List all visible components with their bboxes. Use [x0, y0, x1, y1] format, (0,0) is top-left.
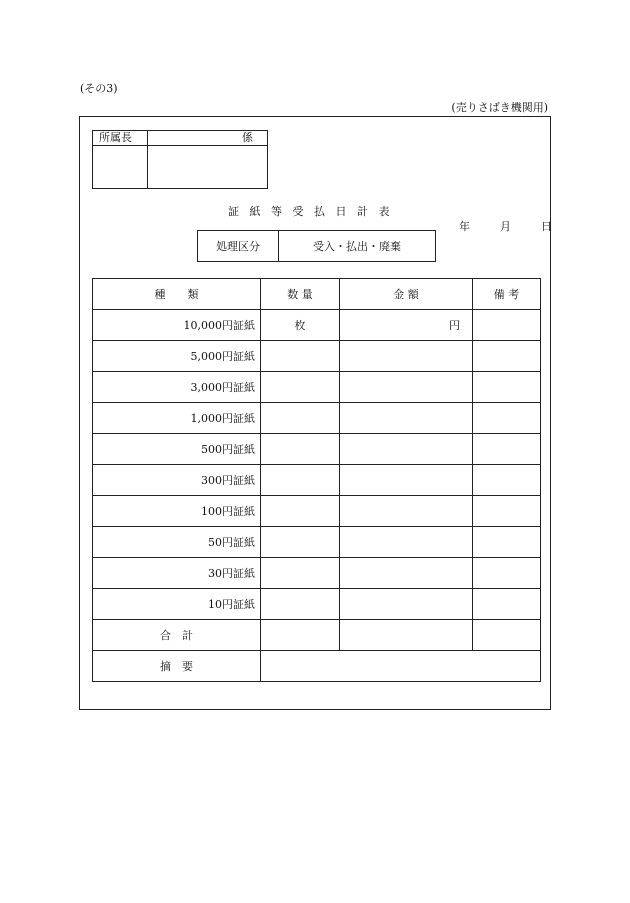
row-quantity[interactable] — [261, 434, 340, 465]
table-row — [93, 496, 541, 527]
row-remarks[interactable] — [473, 496, 541, 527]
row-quantity[interactable] — [261, 496, 340, 527]
row-quantity[interactable]: 枚 — [261, 310, 340, 341]
header-remarks: 備 考 — [473, 279, 541, 310]
stamp-ledger-table — [92, 278, 541, 682]
row-remarks[interactable] — [473, 527, 541, 558]
row-quantity[interactable] — [261, 341, 340, 372]
total-remarks[interactable] — [473, 620, 541, 651]
header-quantity: 数 量 — [261, 279, 340, 310]
row-type: 5,000円証紙 — [93, 341, 261, 372]
row-type: 3,000円証紙 — [93, 372, 261, 403]
row-remarks[interactable] — [473, 434, 541, 465]
form-title: 証紙等受払日計表 — [228, 205, 400, 218]
total-quantity[interactable] — [261, 620, 340, 651]
processing-class-options[interactable]: 受入・払出・廃棄 — [279, 231, 436, 262]
row-quantity[interactable] — [261, 465, 340, 496]
date-month-label: 月 — [500, 220, 511, 233]
row-amount[interactable] — [340, 372, 473, 403]
row-type: 30円証紙 — [93, 558, 261, 589]
form-number: (その3) — [80, 82, 118, 95]
processing-class-label: 処理区分 — [198, 231, 279, 262]
header-amount: 金 額 — [340, 279, 473, 310]
stamp-cell-staff[interactable] — [148, 146, 268, 189]
row-quantity[interactable] — [261, 527, 340, 558]
row-remarks[interactable] — [473, 310, 541, 341]
row-remarks[interactable] — [473, 465, 541, 496]
row-type: 10,000円証紙 — [93, 310, 261, 341]
table-row — [93, 372, 541, 403]
table-row — [93, 558, 541, 589]
row-amount[interactable] — [340, 341, 473, 372]
row-remarks[interactable] — [473, 403, 541, 434]
usage-label: (売りさばき機関用) — [451, 101, 548, 114]
row-amount[interactable] — [340, 465, 473, 496]
row-type: 1,000円証紙 — [93, 403, 261, 434]
table-row — [93, 403, 541, 434]
row-type: 300円証紙 — [93, 465, 261, 496]
table-header-row — [93, 279, 541, 310]
row-quantity[interactable] — [261, 372, 340, 403]
row-type: 500円証紙 — [93, 434, 261, 465]
summary-row — [93, 651, 541, 682]
row-quantity[interactable] — [261, 558, 340, 589]
date-field — [459, 218, 552, 234]
row-amount[interactable] — [340, 527, 473, 558]
row-remarks[interactable] — [473, 589, 541, 620]
total-row — [93, 620, 541, 651]
row-type: 10円証紙 — [93, 589, 261, 620]
header-type: 種 類 — [93, 279, 261, 310]
row-remarks[interactable] — [473, 341, 541, 372]
table-row — [93, 341, 541, 372]
row-quantity[interactable] — [261, 589, 340, 620]
row-quantity[interactable] — [261, 403, 340, 434]
table-row — [93, 434, 541, 465]
row-type: 100円証紙 — [93, 496, 261, 527]
row-amount[interactable] — [340, 589, 473, 620]
table-row — [93, 527, 541, 558]
stamp-header-director: 所属長 — [93, 131, 148, 146]
row-remarks[interactable] — [473, 372, 541, 403]
stamp-header-staff: 係 — [148, 131, 268, 146]
table-row — [93, 589, 541, 620]
row-type: 50円証紙 — [93, 527, 261, 558]
row-amount[interactable] — [340, 403, 473, 434]
stamp-cell-director[interactable] — [93, 146, 148, 189]
row-amount[interactable]: 円 — [340, 310, 473, 341]
processing-class-box — [197, 230, 436, 262]
total-amount[interactable] — [340, 620, 473, 651]
row-amount[interactable] — [340, 496, 473, 527]
total-label: 合 計 — [93, 620, 261, 651]
summary-label: 摘 要 — [93, 651, 261, 682]
table-row — [93, 465, 541, 496]
summary-field[interactable] — [261, 651, 541, 682]
row-remarks[interactable] — [473, 558, 541, 589]
table-row — [93, 310, 541, 341]
approval-stamp-box — [92, 130, 268, 189]
row-amount[interactable] — [340, 434, 473, 465]
date-year-label: 年 — [459, 220, 470, 233]
date-day-label: 日 — [541, 220, 552, 233]
row-amount[interactable] — [340, 558, 473, 589]
